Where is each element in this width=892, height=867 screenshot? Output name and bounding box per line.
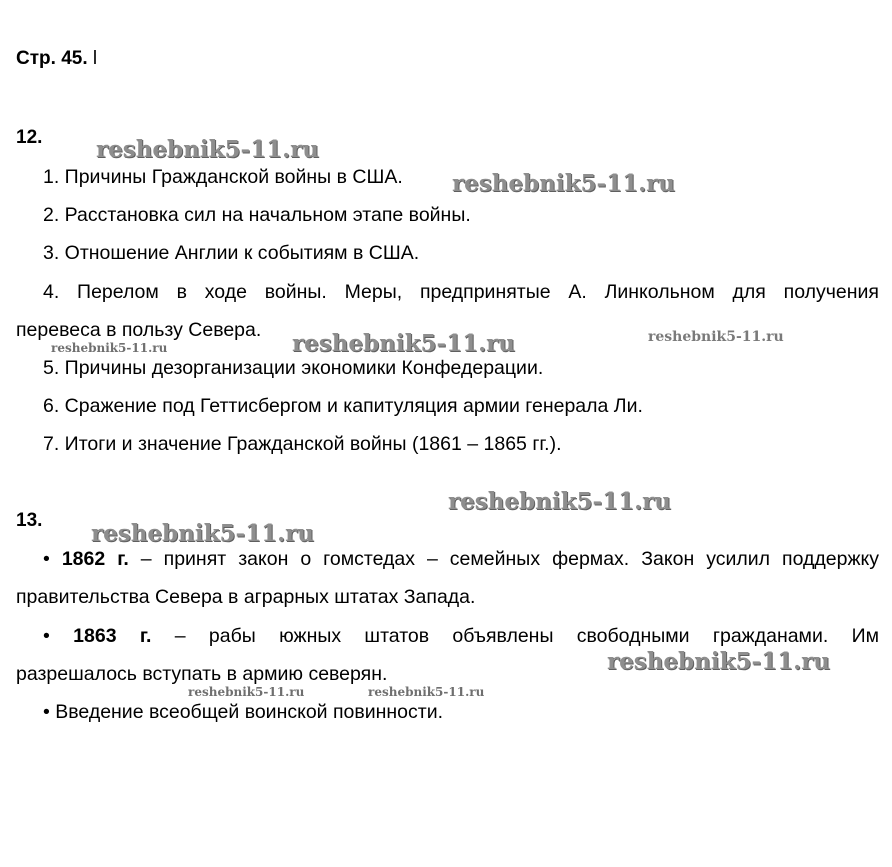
watermark: reshebnik5-11.ru (607, 648, 830, 675)
list-item: 1. Причины Гражданской войны в США. (43, 166, 403, 188)
list-item: 4. Перелом в ходе войны. Меры, предпринятые А. Линкольном для получения (43, 281, 879, 303)
page-heading: Стр. 45. l (16, 48, 98, 69)
year-1863: 1863 г. (73, 625, 152, 647)
watermark: reshebnik5-11.ru (188, 685, 305, 699)
section-12-number: 12. (16, 127, 43, 148)
year-1862: 1862 г. (61, 548, 129, 570)
bullet-item: • 1862 г. – принят закон о гомстедах – семейных фермах. Закон усилил поддержку (43, 548, 879, 570)
list-item-continuation: перевеса в пользу Севера. (16, 319, 262, 341)
section-13-number: 13. (16, 510, 43, 531)
bullet-icon: • (43, 701, 50, 723)
watermark: reshebnik5-11.ru (368, 685, 485, 699)
list-item: 2. Расстановка сил на начальном этапе войны. (43, 204, 471, 226)
watermark: reshebnik5-11.ru (51, 341, 168, 355)
watermark: reshebnik5-11.ru (448, 488, 671, 515)
bullet-item-continuation: правительства Севера в аграрных штатах Запада. (16, 586, 476, 608)
list-item: 7. Итоги и значение Гражданской войны (1861 – 1865 гг.). (43, 433, 562, 455)
bullet-item-continuation: разрешалось вступать в армию северян. (16, 663, 388, 685)
heading-mark: l (92, 48, 98, 69)
bullet-icon: • (43, 548, 50, 570)
list-item: 5. Причины дезорганизации экономики Конфедерации. (43, 357, 544, 379)
bullet-item: • 1863 г. – рабы южных штатов объявлены свободными гражданами. Им (43, 625, 880, 647)
list-item: 6. Сражение под Геттисбергом и капитуляция армии генерала Ли. (43, 395, 643, 417)
bullet-icon: • (43, 625, 50, 647)
bullet-item: • Введение всеобщей воинской повинности. (43, 701, 444, 723)
watermark: reshebnik5-11.ru (91, 520, 314, 547)
watermark: reshebnik5-11.ru (648, 329, 784, 345)
list-item: 3. Отношение Англии к событиям в США. (43, 242, 420, 264)
watermark: reshebnik5-11.ru (452, 170, 675, 197)
watermark: reshebnik5-11.ru (292, 330, 515, 357)
watermark: reshebnik5-11.ru (96, 136, 319, 163)
